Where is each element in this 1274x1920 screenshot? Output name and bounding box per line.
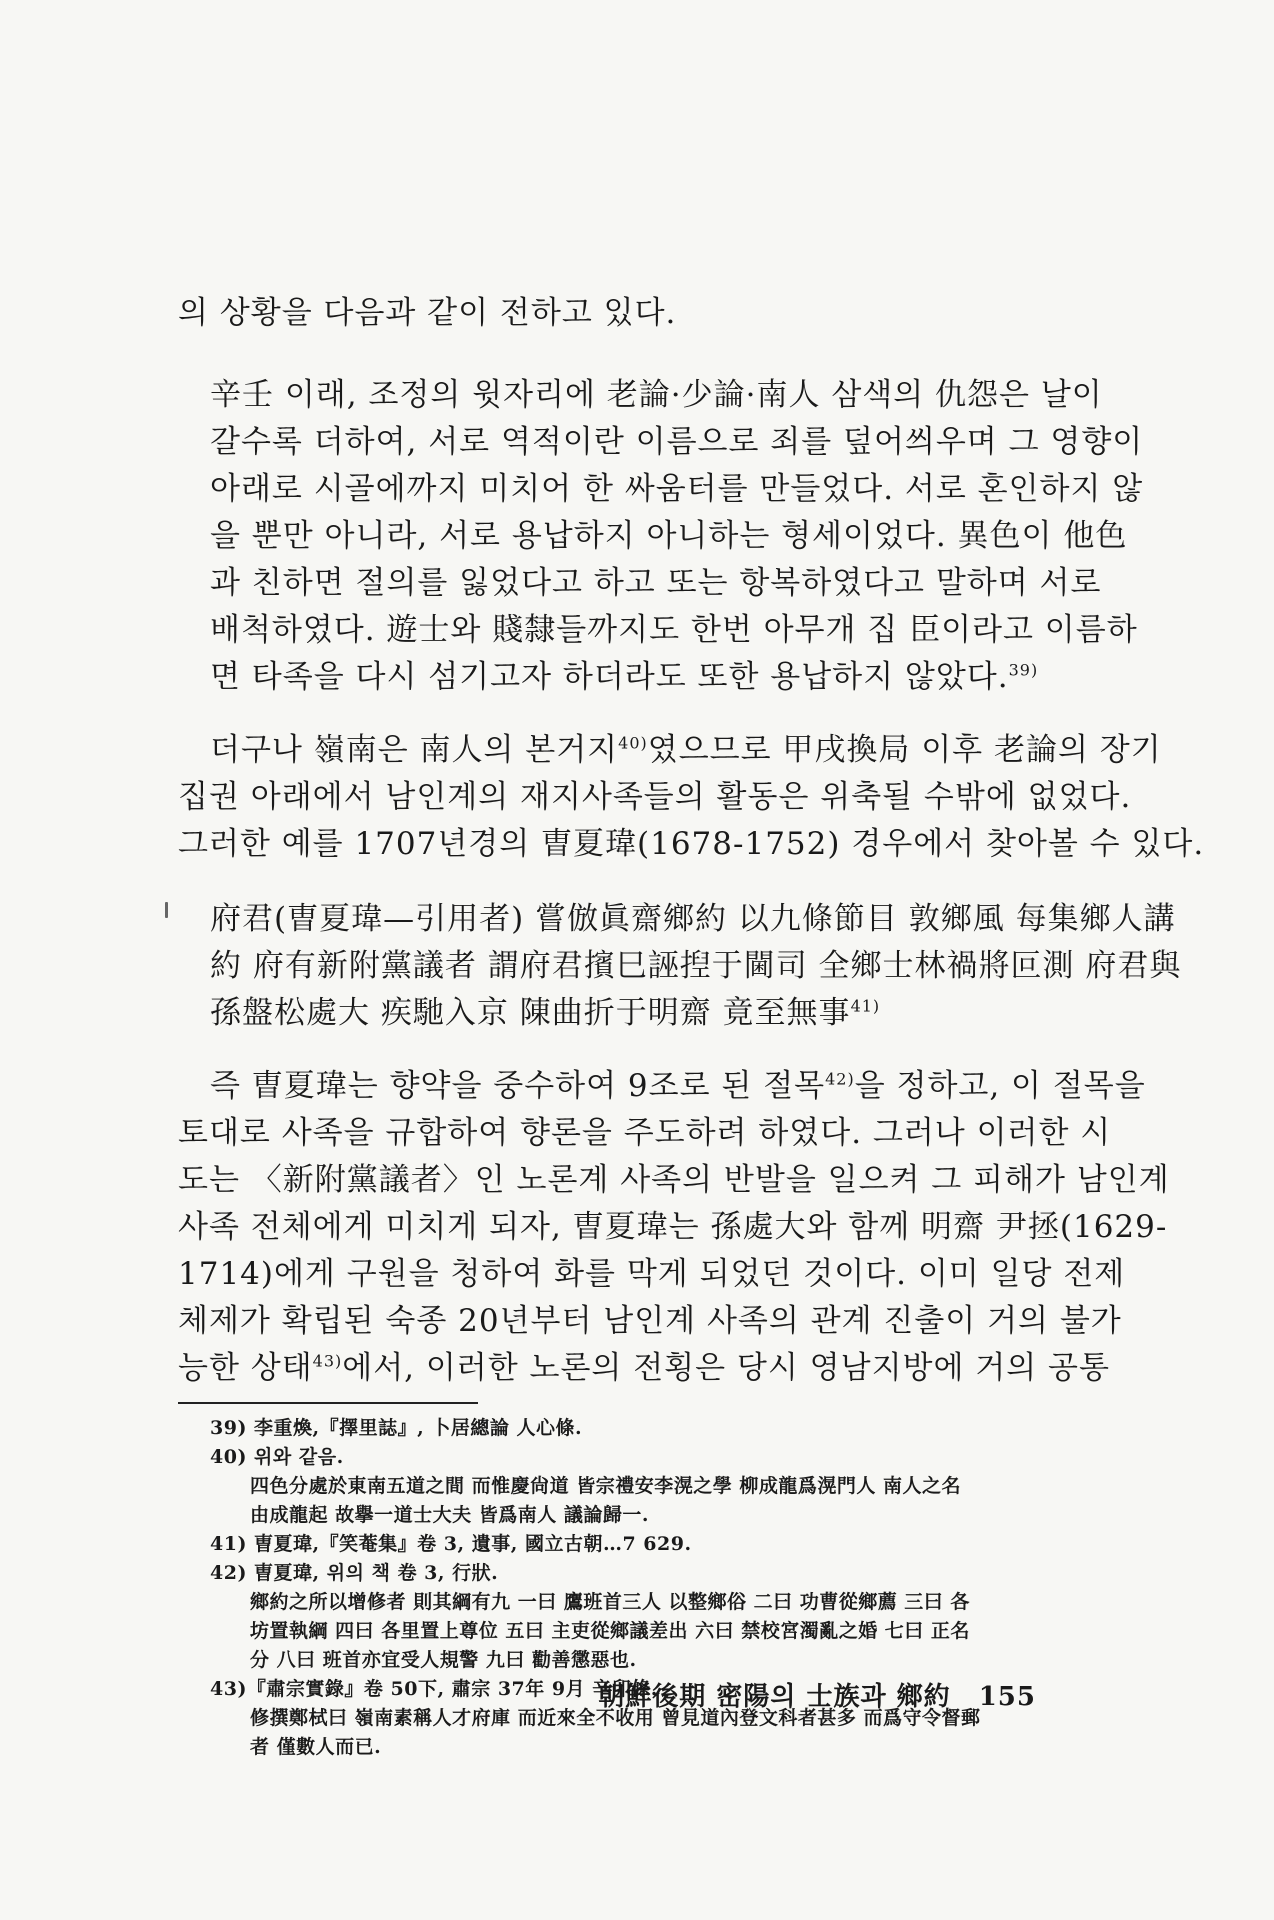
paragraph-line [178,1063,1146,1110]
paragraph-line [178,727,1162,774]
footnote-ref-40: 40) [618,733,648,753]
footnote-43: 43)『肅宗實錄』卷 50下, 肅宗 37年 9月 辛卯條. [210,1678,658,1700]
paragraph-1 [178,727,1205,868]
paragraph-line: 토대로 사족을 규합하여 향론을 주도하려 하였다. 그러나 이러한 시 [178,1115,1112,1151]
quote-line: 約 府有新附黨議者 謂府君擯巳誣揑于閫司 全鄉士林禍將叵測 府君與 [210,948,1182,984]
quote-line: 배척하였다. 遊士와 賤隸들까지도 한번 아무개 집 臣이라고 이름하 [210,612,1138,648]
footnote-ref-43: 43) [312,1351,343,1371]
paragraph-line: 도는 〈新附黨議者〉인 노론계 사족의 반발을 일으켜 그 피해가 남인계 [178,1162,1170,1198]
footnote-42-quote: 坊置執綱 四曰 各里置上尊位 五曰 主吏從鄉議差出 六曰 禁校宮濁亂之婚 七曰 正名 [250,1620,970,1642]
footnote-43-quote: 者 僅數人而已. [250,1736,382,1758]
paragraph-line: 1714)에게 구원을 청하여 화를 막게 되었던 것이다. 이미 일당 전제 [178,1256,1126,1292]
quote-line: 아래로 시골에까지 미치어 한 싸움터를 만들었다. 서로 혼인하지 않 [210,471,1144,507]
paragraph-text: 였으므로 甲戌換局 이후 老論의 장기 [647,732,1162,768]
paragraph-text: 능한 상태 [178,1350,313,1386]
running-title: 朝鮮後期 密陽의 士族과 鄉約 [598,1682,951,1712]
quote-line: 을 뿐만 아니라, 서로 용납하지 아니하는 형세이었다. 異色이 他色 [210,518,1128,554]
footnote-42-quote: 鄉約之所以增修者 則其綱有九 一曰 鷹班首三人 以整鄉俗 二曰 功曹從鄉薦 三曰 各 [250,1591,970,1613]
footnote-42-quote: 分 八曰 班首亦宜受人規警 九曰 勸善懲惡也. [250,1649,637,1671]
footnote-40-quote: 由成龍起 故擧一道士大夫 皆爲南人 議論歸一. [250,1504,649,1526]
running-footer [598,1676,1036,1713]
footnote-42: 42) 曺夏瑋, 위의 책 卷 3, 行狀. [210,1562,499,1584]
footnote-40-quote: 四色分處於東南五道之間 而惟慶尙道 皆宗禮安李滉之學 柳成龍爲滉門人 南人之名 [250,1475,961,1497]
footnote-divider [178,1402,478,1404]
paragraph-text: 을 정하고, 이 절목을 [854,1068,1146,1104]
quote-line: 府君(曺夏瑋—引用者) 嘗倣眞齋鄉約 以九條節目 敦鄉風 每集鄉人講 [210,901,1176,937]
footnote-ref-39: 39) [1008,660,1039,680]
paragraph-line: 사족 전체에게 미치게 되자, 曺夏瑋는 孫處大와 함께 明齋 尹拯(1629- [178,1209,1168,1245]
quotation-2 [210,896,1182,1037]
quote-line: 갈수록 더하여, 서로 역적이란 이름으로 죄를 덮어씌우며 그 영향이 [210,424,1144,460]
paragraph-line [178,1345,1110,1392]
quote-line [210,990,1058,1037]
paragraph-line: 집권 아래에서 남인계의 재지사족들의 활동은 위축될 수밖에 없었다. [178,779,1132,815]
paragraph-text: 즉 曺夏瑋는 향약을 중수하여 9조로 된 절목 [210,1068,826,1104]
footnote-41: 41) 曺夏瑋,『笑菴集』卷 3, 遺事, 國立古朝…7 629. [210,1533,692,1555]
paragraph-line: 체제가 확립된 숙종 20년부터 남인계 사족의 관계 진출이 거의 불가 [178,1303,1122,1339]
footnote-43-quote: 修撰鄭栻曰 嶺南素稱人才府庫 而近來全不收用 曾見道內登文科者甚多 而爲守令督郵 [250,1707,981,1729]
footnote-39: 39) 李重煥,『擇里誌』, 卜居總論 人心條. [210,1417,583,1439]
paragraph-2 [178,1063,1170,1392]
intro-line: 의 상황을 다음과 같이 전하고 있다. [178,295,677,331]
quote-line-text: 면 타족을 다시 섬기고자 하더라도 또한 용납하지 않았다. [210,659,1009,695]
quote-line: 辛壬 이래, 조정의 윗자리에 老論·少論·南人 삼색의 仇怨은 날이 [210,377,1103,413]
page-number: 155 [978,1682,1036,1712]
paragraph-line: 그러한 예를 1707년경의 曺夏瑋(1678-1752) 경우에서 찾아볼 수 있다. [178,826,1205,862]
quote-line [210,654,1058,701]
page-body [178,290,1205,1762]
quote-line-text: 孫盤松處大 疾馳入京 陳曲折于明齋 竟至無事 [210,995,851,1031]
footnote-40: 40) 위와 같음. [210,1446,344,1468]
margin-mark [165,902,168,918]
paragraph-text: 더구나 嶺南은 南人의 본거지 [210,732,619,768]
footnote-ref-42: 42) [825,1069,855,1089]
quote-line: 과 친하면 절의를 잃었다고 하고 또는 항복하였다고 말하며 서로 [210,565,1102,601]
paragraph-text: 에서, 이러한 노론의 전횡은 당시 영남지방에 거의 공통 [342,1350,1110,1386]
quotation-1 [210,372,1144,701]
footnote-ref-41: 41) [850,996,881,1016]
